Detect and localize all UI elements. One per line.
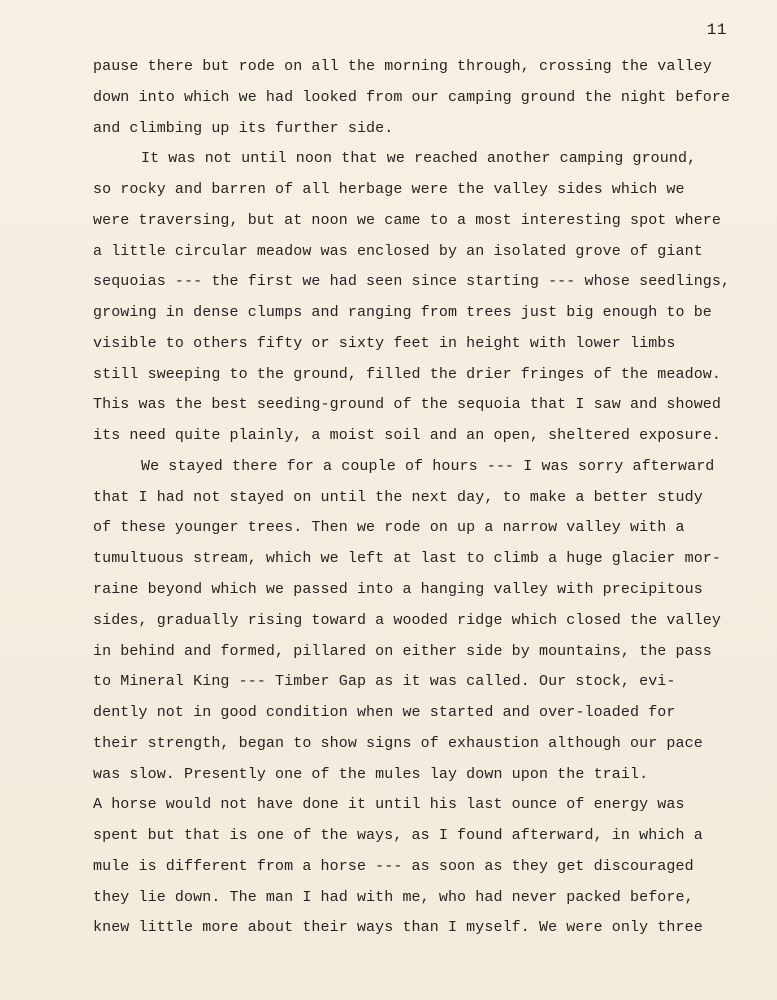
text-line: knew little more about their ways than I myself. We were only three — [93, 919, 703, 937]
text-line: down into which we had looked from our camping ground the night before — [93, 88, 731, 106]
text-line: in behind and formed, pillared on either side by mountains, the pass — [93, 642, 712, 660]
text-line: sides, gradually rising toward a wooded ridge which closed the valley — [93, 611, 722, 629]
text-line: This was the best seeding-ground of the sequoia that I saw and showed — [93, 396, 722, 414]
text-line: were traversing, but at noon we came to a most interesting spot where — [93, 211, 722, 229]
text-line: visible to others fifty or sixty feet in height with lower limbs — [93, 334, 676, 352]
text-line: a little circular meadow was enclosed by an isolated grove of giant — [93, 242, 703, 260]
text-line: It was not until noon that we reached another camping ground, — [141, 150, 697, 168]
text-line: to Mineral King --- Timber Gap as it was called. Our stock, evi- — [93, 673, 676, 691]
text-line: We stayed there for a couple of hours --- I was sorry afterward — [141, 457, 715, 475]
text-line: was slow. Presently one of the mules lay down upon the trail. — [93, 765, 649, 783]
text-line: and climbing up its further side. — [93, 119, 394, 137]
body-text — [93, 52, 753, 944]
text-line: mule is different from a horse --- as soon as they get discouraged — [93, 857, 694, 875]
text-line: of these younger trees. Then we rode on up a narrow valley with a — [93, 519, 685, 537]
page-number: 11 — [706, 21, 727, 39]
text-line: so rocky and barren of all herbage were the valley sides which we — [93, 181, 685, 199]
text-line: sequoias --- the first we had seen since starting --- whose seedlings, — [93, 273, 731, 291]
text-line: spent but that is one of the ways, as I found afterward, in which a — [93, 827, 703, 845]
text-line: A horse would not have done it until his last ounce of energy was — [93, 796, 685, 814]
text-line: its need quite plainly, a moist soil and an open, sheltered exposure. — [93, 427, 722, 445]
text-line: raine beyond which we passed into a hanging valley with precipitous — [93, 581, 703, 599]
text-line: still sweeping to the ground, filled the drier fringes of the meadow. — [93, 365, 722, 383]
text-line: their strength, began to show signs of exhaustion although our pace — [93, 734, 703, 752]
text-line: growing in dense clumps and ranging from trees just big enough to be — [93, 304, 712, 322]
text-line: that I had not stayed on until the next day, to make a better study — [93, 488, 703, 506]
text-line: tumultuous stream, which we left at last to climb a huge glacier mor- — [93, 550, 722, 568]
text-line: pause there but rode on all the morning through, crossing the valley — [93, 58, 712, 75]
text-line: dently not in good condition when we started and over-loaded for — [93, 704, 676, 722]
text-line: they lie down. The man I had with me, who had never packed before, — [93, 888, 694, 906]
